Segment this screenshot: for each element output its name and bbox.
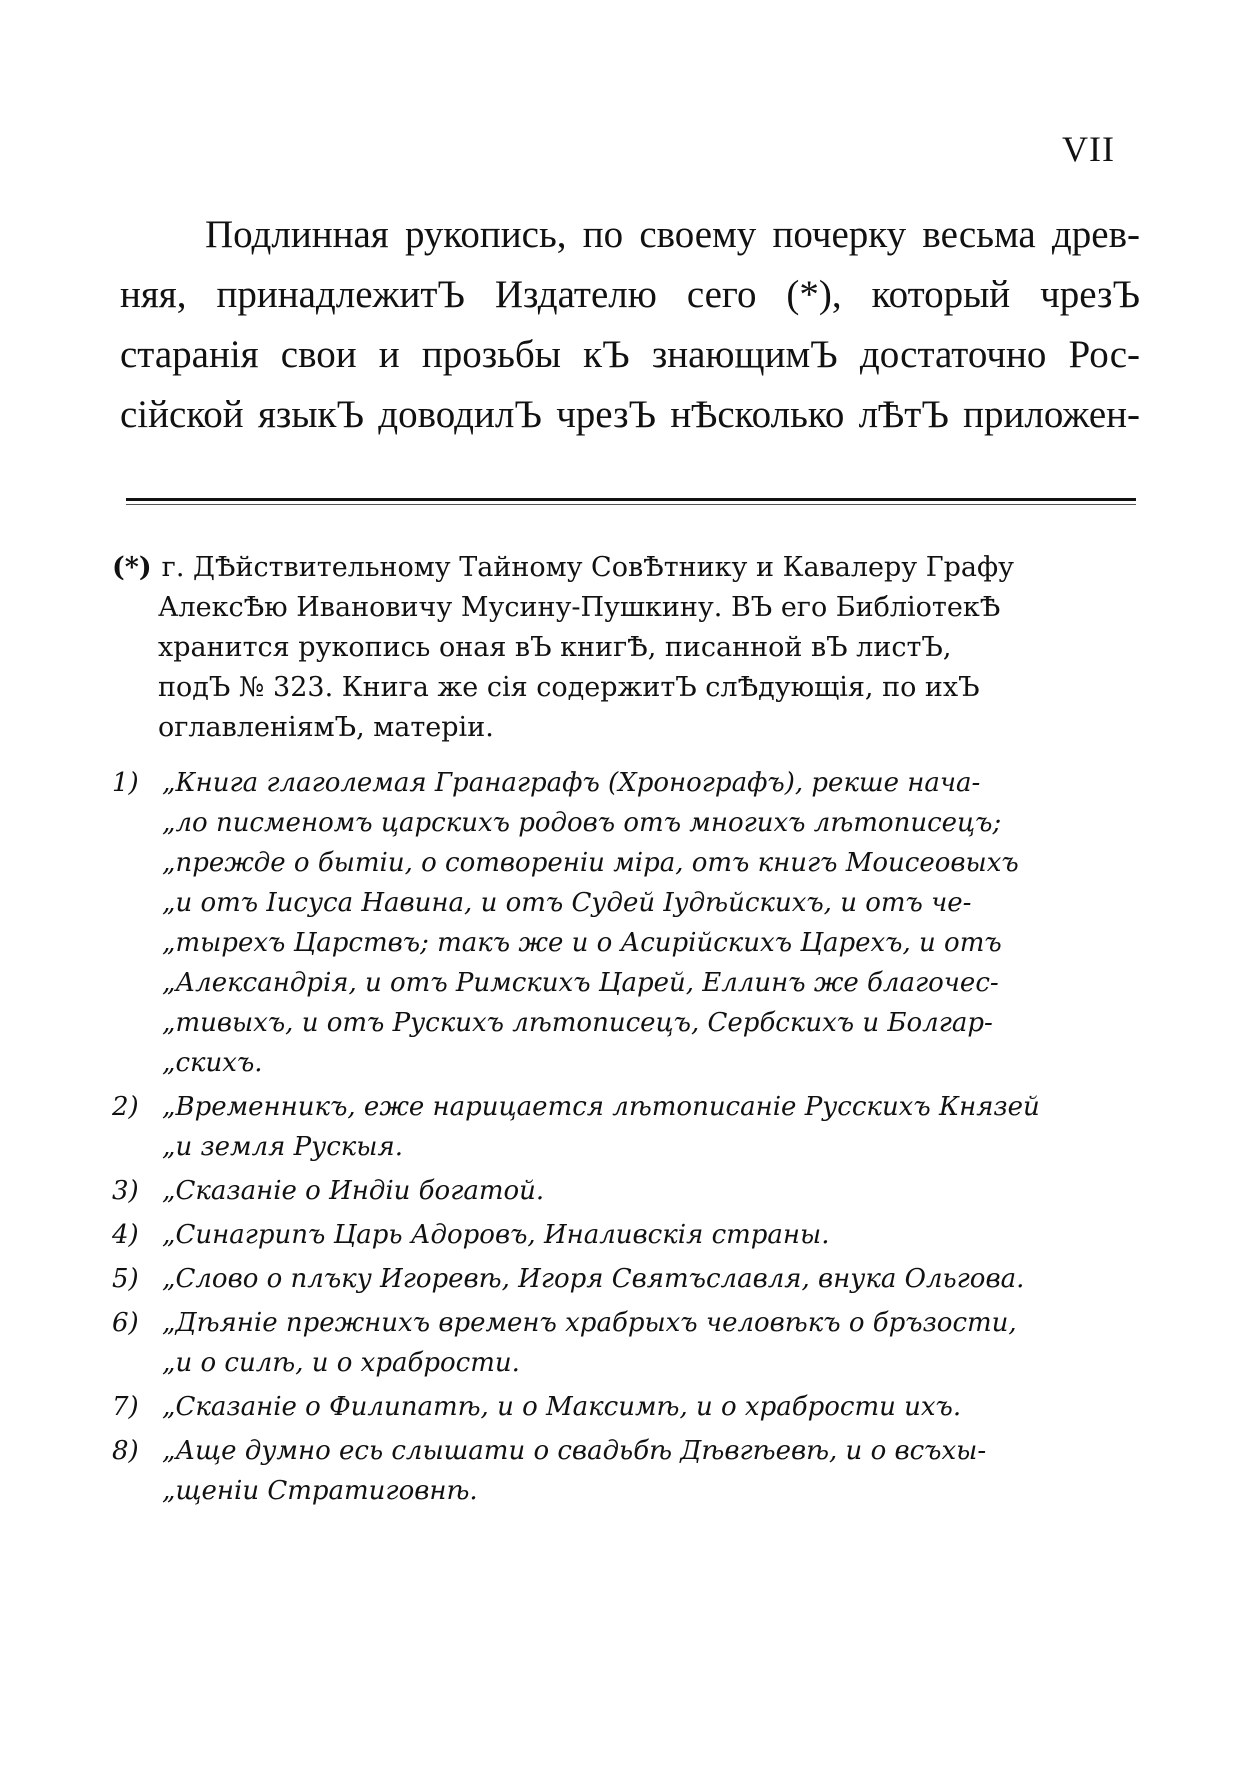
main-text-line: няя, принадлежитЪ Издателю сего (*), который чрезЪ: [120, 273, 1140, 316]
list-item: [112, 1171, 1142, 1211]
list-item-line: „Сказаніе о Индіи богатой.: [162, 1176, 545, 1206]
list-item-line: „и земля Рускыя.: [162, 1132, 403, 1162]
list-item-number: 5): [112, 1264, 139, 1294]
list-item: [112, 763, 1142, 1083]
list-item-line: „Дѣяніе прежнихъ временъ храбрыхъ человѣкъ о бръзости,: [162, 1308, 1017, 1338]
footnote-line: хранится рукопись оная вЪ книгѢ, писанной вЪ листЪ,: [158, 632, 952, 663]
list-item: [112, 1215, 1142, 1255]
contents-list: [112, 763, 1142, 1515]
footnote-line: АлексѢю Ивановичу Мусину-Пушкину. ВЪ его БибліотекѢ: [158, 592, 1001, 623]
list-item-line: „Синагрипъ Царь Адоровъ, Иналивскія страны.: [162, 1220, 830, 1250]
list-item-line: „щеніи Стратиговнѣ.: [162, 1476, 478, 1506]
list-item-line: „ло писменомъ царскихъ родовъ отъ многихъ лѣтописецъ;: [162, 808, 1002, 838]
footnote-marker: (*): [112, 552, 152, 583]
list-item-line: „Книга глаголемая Гранаграфъ (Хронографъ), рекше нача-: [162, 768, 981, 798]
list-item-line: „Александрія, и отъ Римскихъ Царей, Еллинъ же благочес-: [162, 968, 999, 998]
list-item-first-row: [112, 1087, 1142, 1127]
list-item-line: „и отъ Iисуса Навина, и отъ Судей Iудѣйскихъ, и отъ че-: [162, 888, 972, 918]
list-item-line: „тивыхъ, и отъ Рускихъ лѣтописецъ, Сербскихъ и Болгар-: [162, 1008, 993, 1038]
footnote: [112, 548, 1142, 748]
list-item-first-row: [112, 1431, 1142, 1471]
list-item-number: 4): [112, 1220, 139, 1250]
main-paragraph: [120, 205, 1140, 445]
list-item-line: „прежде о бытіи, о сотворенiи міра, отъ книгъ Моисеовыхъ: [162, 848, 1019, 878]
footnote-line: подЪ № 323. Книга же сія содержитЪ слѢдующія, по ихЪ: [158, 672, 980, 703]
footnote-separator-thin-rule: [126, 504, 1136, 505]
list-item: [112, 1087, 1142, 1167]
list-item: [112, 1431, 1142, 1511]
list-item-number: 1): [112, 768, 139, 798]
list-item-line: „Слово о плъку Игоревѣ, Игоря Святъславля, внука Ольгова.: [162, 1264, 1025, 1294]
list-item-first-row: [112, 1171, 1142, 1211]
footnote-line: г. ДѢйствительному Тайному СовѢтнику и Кавалеру Графу: [161, 552, 1015, 583]
list-item-first-row: [112, 763, 1142, 803]
list-item-line: „тырехъ Царствъ; такъ же и о Асирійскихъ Царехъ, и отъ: [162, 928, 1002, 958]
list-item-number: 8): [112, 1436, 139, 1466]
list-item-line: „скихъ.: [162, 1048, 263, 1078]
list-item-first-row: [112, 1215, 1142, 1255]
list-item: [112, 1303, 1142, 1383]
list-item-line: „Аще думно есь слышати о свадьбѣ Дѣвгѣевѣ, и о всъхы-: [162, 1436, 987, 1466]
list-item: [112, 1387, 1142, 1427]
main-text-line: сійской языкЪ доводилЪ чрезЪ нѢсколько лѢтЪ приложен-: [120, 393, 1140, 436]
main-text-line: Подлинная рукопись, по своему почерку весьма древ-: [205, 213, 1140, 256]
list-item-line: „и о силѣ, и о храбрости.: [162, 1348, 520, 1378]
footnote-line: оглавленіямЪ, матеріи.: [158, 712, 494, 743]
footnote-first-line: [112, 548, 1142, 588]
list-item-number: 3): [112, 1176, 139, 1206]
footnote-separator-rule: [126, 498, 1136, 501]
list-item-number: 6): [112, 1308, 139, 1338]
list-item-first-row: [112, 1259, 1142, 1299]
list-item-first-row: [112, 1303, 1142, 1343]
list-item-line: „Сказаніе о Филипатѣ, и о Максимѣ, и о храбрости ихъ.: [162, 1392, 962, 1422]
list-item-number: 7): [112, 1392, 139, 1422]
list-item-first-row: [112, 1387, 1142, 1427]
list-item-line: „Временникъ, еже нарицается лѣтописаніе Русскихъ Князей: [162, 1092, 1040, 1122]
page-number: VII: [1062, 129, 1115, 169]
list-item: [112, 1259, 1142, 1299]
list-item-number: 2): [112, 1092, 139, 1122]
main-text-line: старанія свои и прозьбы кЪ знающимЪ достаточно Рос-: [120, 333, 1140, 376]
